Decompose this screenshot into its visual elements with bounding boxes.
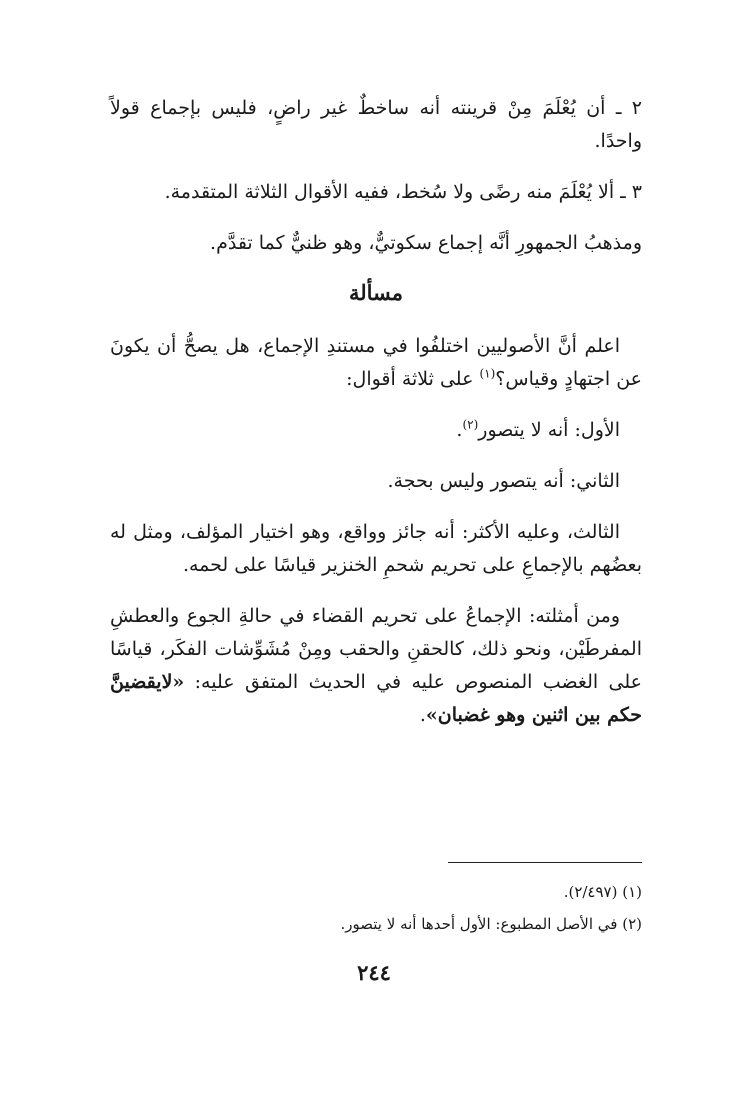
first-opinion-text: الأول: أنه لا يتصور	[478, 419, 620, 441]
section-heading: مسألة	[348, 280, 404, 305]
footnote-ref-1: (١)	[479, 366, 496, 381]
page-body	[110, 92, 642, 750]
paragraph-second-opinion: الثاني: أنه يتصور وليس بحجة.	[387, 470, 620, 492]
hadith-quote: «لايقضينَّ حكم بين اثنين وهو غضبان»	[110, 671, 642, 726]
paragraph-third-opinion: الثالث، وعليه الأكثر: أنه جائز وواقع، وهو اختيار المؤلف، ومثل له بعضُهم بالإجماعِ على تحريم شحمِ الخنزير قياسًا على لحمه.	[110, 521, 642, 576]
examples-text: ومن أمثلته: الإجماعُ على تحريم القضاء في حالةِ الجوع والعطشِ المفرطَيْن، ونحو ذلك، كالحقنِ والحقب ومِنْ مُشَوِّشات الفكَر، قياسًا على الغضب المنصوص عليه في الحديث المتفق عليه:	[110, 605, 642, 693]
paragraph-intro-tail: على ثلاثة أقوال:	[346, 368, 480, 390]
paragraph-examples	[110, 600, 642, 732]
footnote-1: (١) (٢/٤٩٧).	[563, 883, 642, 901]
footnotes	[110, 878, 642, 942]
examples-tail: .	[419, 704, 426, 726]
paragraph-intro	[110, 330, 642, 396]
paragraph-first-opinion	[110, 414, 642, 447]
first-opinion-tail: .	[456, 419, 463, 441]
footnote-2: (٢) في الأصل المطبوع: الأول أحدها أنه لا يتصور.	[340, 915, 642, 933]
page-number: ٢٤٤	[357, 960, 391, 985]
paragraph-majority-view: ومذهبُ الجمهورِ أنَّه إجماع سكوتيٌّ، وهو ظنيٌّ كما تقدَّم.	[210, 232, 642, 254]
footnote-divider	[448, 862, 642, 863]
paragraph-condition-3: ٣ ـ ألا يُعْلَمَ منه رضًى ولا سُخط، ففيه الأقوال الثلاثة المتقدمة.	[164, 181, 642, 203]
footnote-ref-2: (٢)	[462, 417, 479, 432]
paragraph-condition-2: ٢ ـ أن يُعْلَمَ مِنْ قرينته أنه ساخطٌ غير راضٍ، فليس بإجماع قولاً واحدًا.	[110, 97, 642, 152]
paragraph-intro-text: اعلم أنَّ الأصوليين اختلفُوا في مستندِ الإجماع، هل يصحُّ أن يكونَ عن اجتهادٍ وقياس؟	[110, 335, 642, 390]
